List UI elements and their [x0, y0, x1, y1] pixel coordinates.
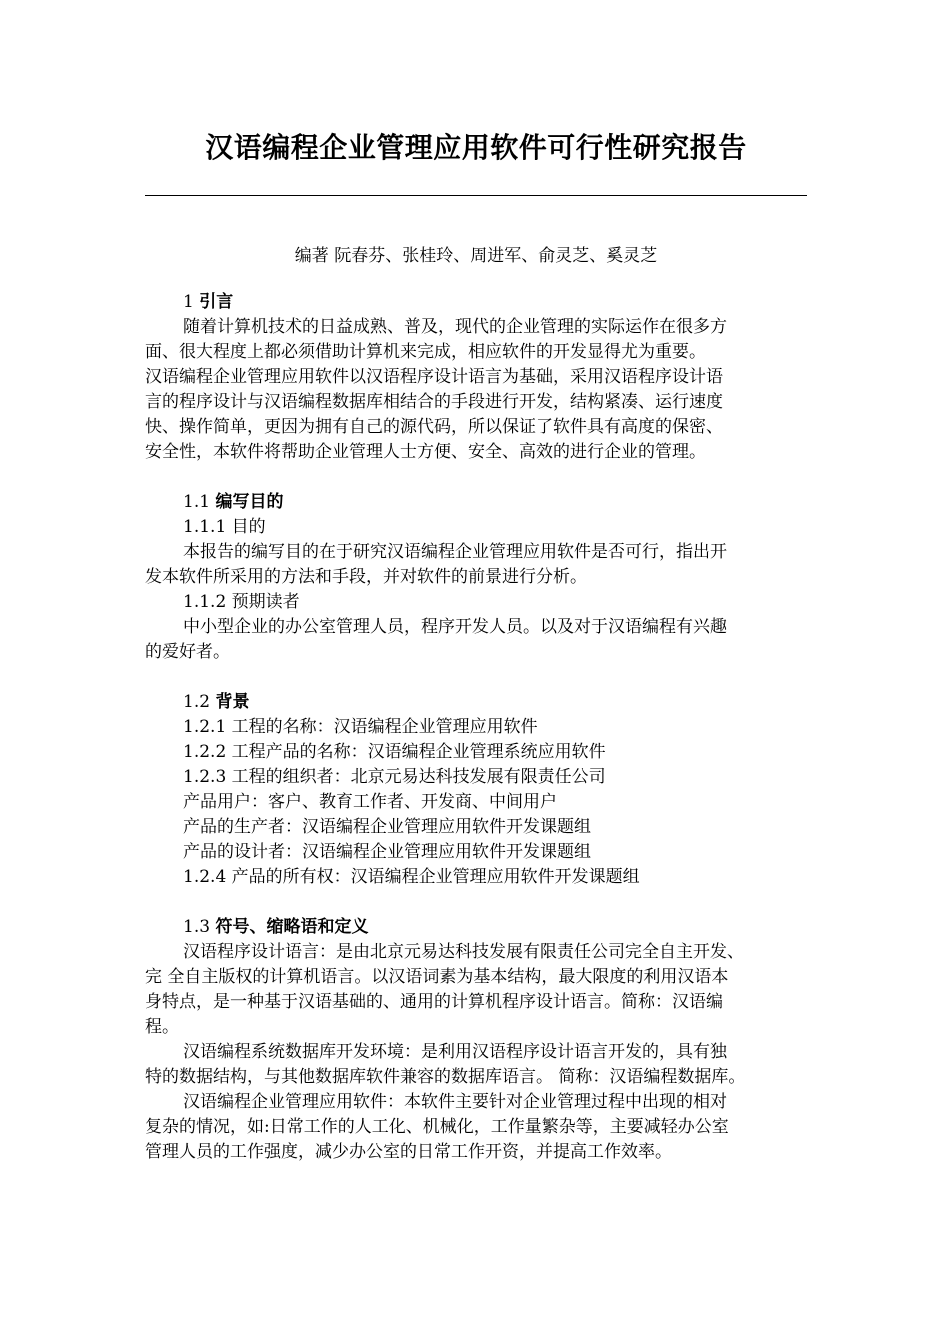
paragraph-line: 完 全自主版权的计算机语言。以汉语词素为基本结构，最大限度的利用汉语本 — [145, 967, 729, 987]
document-title: 汉语编程企业管理应用软件可行性研究报告 — [205, 131, 747, 164]
section-label: 编写目的 — [215, 492, 284, 512]
subsection-title: 1.1.1 目的 — [183, 517, 266, 537]
paragraph-line: 身特点，是一种基于汉语基础的、通用的计算机程序设计语言。简称：汉语编 — [145, 992, 723, 1012]
section-heading-1-1 — [145, 490, 807, 515]
paragraph-line: 管理人员的工作强度，减少办公室的日常工作开资，并提高工作效率。 — [145, 1142, 672, 1162]
paragraph-line: 面、很大程度上都必须借助计算机来完成，相应软件的开发显得尤为重要。 — [145, 342, 706, 362]
paragraph-line: 复杂的情况，如:日常工作的人工化、机械化，工作量繁杂等，主要减轻办公室 — [145, 1117, 729, 1137]
list-item: 1.2.2 工程产品的名称：汉语编程企业管理系统应用软件 — [183, 742, 606, 762]
subsection-title: 1.1.2 预期读者 — [183, 592, 300, 612]
paragraph-line: 安全性，本软件将帮助企业管理人士方便、安全、高效的进行企业的管理。 — [145, 442, 706, 462]
paragraph-line: 随着计算机技术的日益成熟、普及，现代的企业管理的实际运作在很多方 — [183, 317, 727, 337]
paragraph-line: 程。 — [145, 1017, 179, 1037]
spacer — [145, 465, 807, 490]
paragraph-line: 快、操作简单，更因为拥有自己的源代码，所以保证了软件具有高度的保密、 — [145, 417, 723, 437]
section-label: 符号、缩略语和定义 — [215, 917, 369, 937]
list-item: 产品的生产者：汉语编程企业管理应用软件开发课题组 — [183, 817, 591, 837]
paragraph-line: 汉语程序设计语言：是由北京元易达科技发展有限责任公司完全自主开发、 — [183, 942, 744, 962]
paragraph-line: 特的数据结构，与其他数据库软件兼容的数据库语言。 简称：汉语编程数据库。 — [145, 1067, 746, 1087]
list-item: 产品用户：客户、教育工作者、开发商、中间用户 — [183, 792, 557, 812]
paragraph-line: 发本软件所采用的方法和手段，并对软件的前景进行分析。 — [145, 567, 587, 587]
authors-line: 编著 阮春芬、张桂玲、周进军、俞灵芝、奚灵芝 — [294, 246, 658, 266]
paragraph-line: 言的程序设计与汉语编程数据库相结合的手段进行开发，结构紧凑、运行速度 — [145, 392, 723, 412]
document-body — [145, 290, 807, 1165]
section-heading-1-2 — [145, 690, 807, 715]
section-heading-1 — [145, 290, 807, 315]
list-item: 1.2.3 工程的组织者：北京元易达科技发展有限责任公司 — [183, 767, 606, 787]
section-label: 引言 — [199, 292, 234, 312]
list-item: 产品的设计者：汉语编程企业管理应用软件开发课题组 — [183, 842, 591, 862]
paragraph-line: 中小型企业的办公室管理人员，程序开发人员。以及对于汉语编程有兴趣 — [183, 617, 727, 637]
section-number: 1.2 — [183, 692, 211, 712]
paragraph-line: 的爱好者。 — [145, 642, 230, 662]
title-divider — [145, 195, 807, 196]
section-label: 背景 — [215, 692, 250, 712]
paragraph-line: 汉语编程企业管理应用软件：本软件主要针对企业管理过程中出现的相对 — [183, 1092, 727, 1112]
paragraph-line: 汉语编程企业管理应用软件以汉语程序设计语言为基础，采用汉语程序设计语 — [145, 367, 723, 387]
paragraph-line: 汉语编程系统数据库开发环境：是利用汉语程序设计语言开发的，具有独 — [183, 1042, 727, 1062]
section-number: 1 — [183, 292, 194, 312]
section-heading-1-3 — [145, 915, 807, 940]
list-item: 1.2.4 产品的所有权：汉语编程企业管理应用软件开发课题组 — [183, 867, 640, 887]
paragraph-line: 本报告的编写目的在于研究汉语编程企业管理应用软件是否可行，指出开 — [183, 542, 727, 562]
list-item: 1.2.1 工程的名称：汉语编程企业管理应用软件 — [183, 717, 538, 737]
spacer — [145, 665, 807, 690]
spacer — [145, 890, 807, 915]
section-number: 1.3 — [183, 917, 211, 937]
section-number: 1.1 — [183, 492, 211, 512]
